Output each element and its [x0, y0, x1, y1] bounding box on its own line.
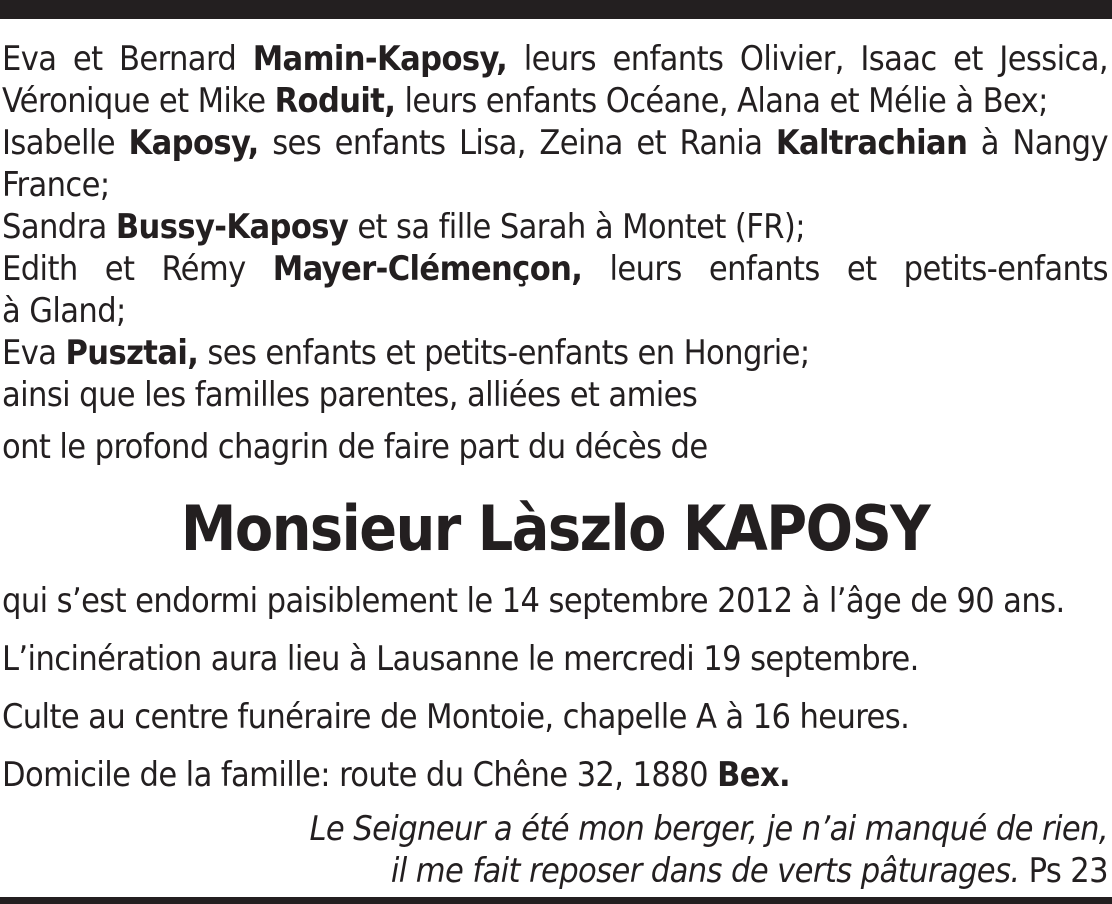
- detail-line: Culte au centre funéraire de Montoie, chapelle A à 16 heures.: [2, 697, 910, 737]
- family-surname: Mamin-Kaposy,: [252, 39, 508, 79]
- bottom-rule: [0, 897, 1112, 904]
- family-text: Véronique et Mike: [2, 81, 266, 121]
- family-line: [2, 290, 1108, 332]
- top-rule: [0, 0, 1112, 19]
- verse-reference: Ps 23: [1028, 851, 1108, 891]
- family-line: [2, 122, 1108, 164]
- verse-line: Le Seigneur a été mon berger, je n’ai manqué de rien,: [309, 809, 1108, 849]
- family-text: France;: [2, 165, 110, 205]
- family-text: Sandra: [2, 207, 107, 247]
- verse-text: il me fait reposer dans de verts pâturages.: [390, 851, 1020, 891]
- family-surname: Kaposy,: [128, 123, 259, 163]
- family-line: [2, 332, 1108, 374]
- family-text: ses enfants Lisa, Zeina et Rania: [272, 123, 763, 163]
- family-line: [2, 164, 1108, 206]
- obituary-notice: [2, 38, 1108, 892]
- detail-line: L’incinération aura lieu à Lausanne le mercredi 19 septembre.: [2, 639, 919, 679]
- family-line: [2, 206, 1108, 248]
- family-surname: Bussy-Kaposy: [115, 207, 349, 247]
- family-line: [2, 80, 1108, 122]
- family-surname: Roduit,: [274, 81, 396, 121]
- family-text: et sa fille Sarah à Montet (FR);: [357, 207, 805, 247]
- deceased-name: Monsieur Làszlo KAPOSY: [180, 492, 930, 565]
- family-text: Eva et Bernard: [2, 39, 237, 79]
- domicile-line: [2, 754, 1108, 796]
- announcement-text: ont le profond chagrin de faire part du décès de: [2, 427, 708, 467]
- domicile-city: Bex.: [717, 755, 791, 795]
- family-text: ses enfants et petits-enfants en Hongrie;: [207, 333, 810, 373]
- family-text: Edith et Rémy: [2, 249, 246, 289]
- family-line: [2, 374, 1108, 416]
- bible-verse: [2, 808, 1108, 892]
- family-text: à Gland;: [2, 291, 126, 331]
- family-text: à Nangy: [980, 123, 1108, 163]
- family-text: Isabelle: [2, 123, 115, 163]
- domicile-text: Domicile de la famille: route du Chêne 32, 1880: [2, 755, 708, 795]
- verse-line: [2, 850, 1108, 892]
- family-list: [2, 38, 1108, 416]
- family-surname: Pusztai,: [65, 333, 199, 373]
- family-surname: Mayer-Clémençon,: [272, 249, 583, 289]
- family-text: leurs enfants et petits-enfants: [609, 249, 1108, 289]
- family-line: [2, 38, 1108, 80]
- family-line: [2, 248, 1108, 290]
- family-text: ainsi que les familles parentes, alliées et amies: [2, 375, 698, 415]
- detail-line: qui s’est endormi paisiblement le 14 septembre 2012 à l’âge de 90 ans.: [2, 581, 1065, 621]
- family-text: leurs enfants Océane, Alana et Mélie à Bex;: [404, 81, 1048, 121]
- family-surname: Kaltrachian: [775, 123, 968, 163]
- family-text: Eva: [2, 333, 57, 373]
- family-text: leurs enfants Olivier, Isaac et Jessica,: [523, 39, 1108, 79]
